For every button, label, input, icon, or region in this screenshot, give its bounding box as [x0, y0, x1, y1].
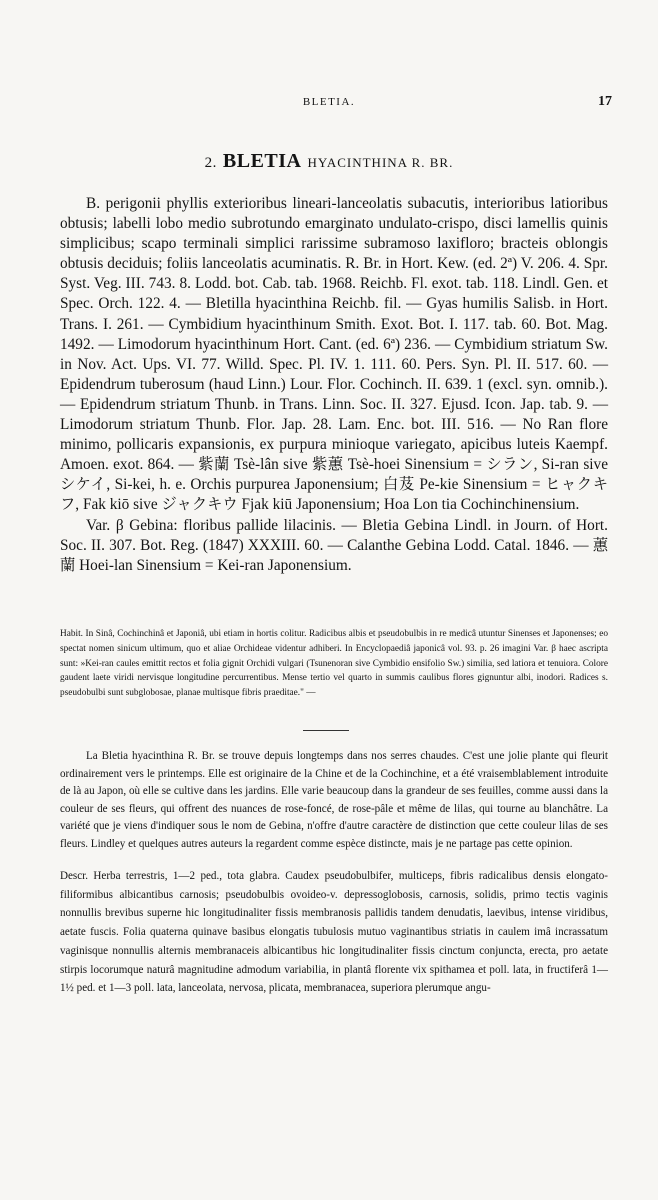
- species-heading: [0, 150, 658, 173]
- diagnosis-paragraph: B. perigonii phyllis exterioribus lineari-lanceolatis subacutis, interioribus latioribus obtusis; labelli lobo medio subrotundo emarginato undulato-crispo, disci lamellis quinis simplicibus; scapo terminali simplici rarissime subramoso laxifloro; bracteis oblongis obtusis deciduis; foliis lanceolatis acuminatis. R. Br. in Hort. Kew. (ed. 2ª) V. 206. 4. Spr. Syst. Veg. III. 743. 8. Lodd. bot. Cab. tab. 1968. Reichb. Fl. exot. tab. 118. Lindl. Gen. et Spec. Orch. 122. 4. — Bletilla hyacinthina Reichb. fil. — Gyas humilis Salisb. in Hort. Trans. I. 261. — Cymbidium hyacinthinum Smith. Exot. Bot. I. 117. tab. 60. Bot. Mag. 1492. — Limodorum hyacinthinum Hort. Cant. (ed. 6ª) 236. — Cymbidium striatum Sw. in Nov. Act. Ups. VI. 77. Willd. Spec. Pl. IV. 1. 111. 60. Pers. Syn. Pl. II. 517. 60. — Epidendrum tuberosum (haud Linn.) Lour. Flor. Cochinch. II. 639. 1 (excl. syn. omnib.). — Epidendrum striatum Thunb. in Trans. Linn. Soc. II. 327. Ejusd. Icon. Jap. tab. 9. — Limodorum striatum Thunb. Flor. Jap. 28. Lam. Enc. bot. III. 516. — No Ran flore minimo, pollicaris expansionis, ex purpura minioque variegato, apicibus luteis Kaempf. Amoen. exot. 864. — 紫蘭 Tsè-lân sive 紫蕙 Tsè-hoei Sinensium = シラン, Si-ran sive シケイ, Si-kei, h. e. Orchis purpurea Japonensium; 白芨 Pe-kie Sinensium = ヒャクキフ, Fak kiō sive ジャクキウ Fjak kiū Japonensium; Hoa Lon tia Cochinchinensium.: [60, 195, 608, 514]
- french-paragraph: La Bletia hyacinthina R. Br. se trouve depuis longtemps dans nos serres chaudes. C'est une jolie plante qui fleurit ordinairement vers le printemps. Elle est originaire de la Chine et de la Cochinchine, et a été vraisemblablement introduite de là au Japon, où elle se cultive dans les jardins. Elle varie beaucoup dans la grandeur de ses feuilles, comme aussi dans la couleur de ses fleurs, qui offrent des nuances de rose-foncé, de rose-pâle et même de lilas, qui tourne au blanchâtre. La variété que je viens d'indiquer sous le nom de Gebina, n'offre d'autre caractère de distinction que cette couleur lilas de ses fleurs. Lindley et quelques autres auteurs la regardent comme espèce distincte, mais je ne partage pas cette opinion.: [60, 750, 608, 850]
- species-epithet: HYACINTHINA R. BR.: [307, 155, 454, 170]
- french-commentary: [60, 748, 608, 853]
- page-number: 17: [598, 94, 612, 109]
- description: [60, 867, 608, 998]
- habitat-paragraph: Habit. In Sinâ, Cochinchinâ et Japoniâ, ubi etiam in hortis colitur. Radicibus albis et pseudobulbis in re medicâ utuntur Sinenses et Japonenses; eo spectat nomen sinicum ultimum, quo et aliae Orchideae videntur adhiberi. In Encyclopaediâ japonicâ vol. 93. p. 26 imagini Var. β haec ascripta sunt: »Kei-ran caules emittit rectos et folia gignit Orchidi vulgari (Tsunenoran sive Cymbidio ensifolio Sw.) similia, sed latiora et tenuiora. Colore gaudent laete viridi nervisque longitudine percurrentibus. Mense tertio vel quarto in summis caulibus flores gignuntur albi, inodori. Radices s. pseudobulbi sunt subglobosae, planae multisque fibris praeditae." —: [60, 629, 608, 699]
- latin-diagnosis: [60, 194, 608, 576]
- running-head: [0, 96, 658, 116]
- variety-paragraph: Var. β Gebina: floribus pallide lilacinis. — Bletia Gebina Lindl. in Journ. of Hort. Soc. II. 307. Bot. Reg. (1847) XXXIII. 60. — Calanthe Gebina Lodd. Catal. 1846. — 蕙蘭 Hoei-lan Sinensium = Kei-ran Japonensium.: [60, 516, 608, 574]
- description-paragraph: Descr. Herba terrestris, 1—2 ped., tota glabra. Caudex pseudobulbifer, multiceps, fibris radicalibus densis elongato-filiformibus albicantibus carnosis; pseudobulbis ovoideo-v. depressoglobosis, carnosis, solidis, primo tectis vaginis nonnullis brevibus superne hic longitudinaliter fissis membranosis pallidis tandem denudatis, laevibus, intense viridibus, aetate fuscis. Folia quaterna quinave basibus elongatis tubulosis mutuo vaginantibus striatis in caulem imâ incrassatum vaginisque nonnullis alternis membranaceis albicantibus hic longitudinaliter fissis cinctum conjuncta, erecta, pro aetate stirpis locorumque naturâ magnitudine admodum variabilia, in plantâ florente vix spithamea et poll. lata, in fructiferâ 1—1½ ped. et 1—3 poll. lata, lanceolata, nervosa, plicata, membranacea, superiora plerumque angu-: [60, 870, 608, 995]
- habitat-note: [60, 627, 608, 701]
- section-divider: [303, 730, 349, 731]
- running-title: BLETIA.: [302, 96, 356, 108]
- species-number: 2.: [204, 155, 217, 171]
- genus-name: BLETIA: [222, 150, 302, 172]
